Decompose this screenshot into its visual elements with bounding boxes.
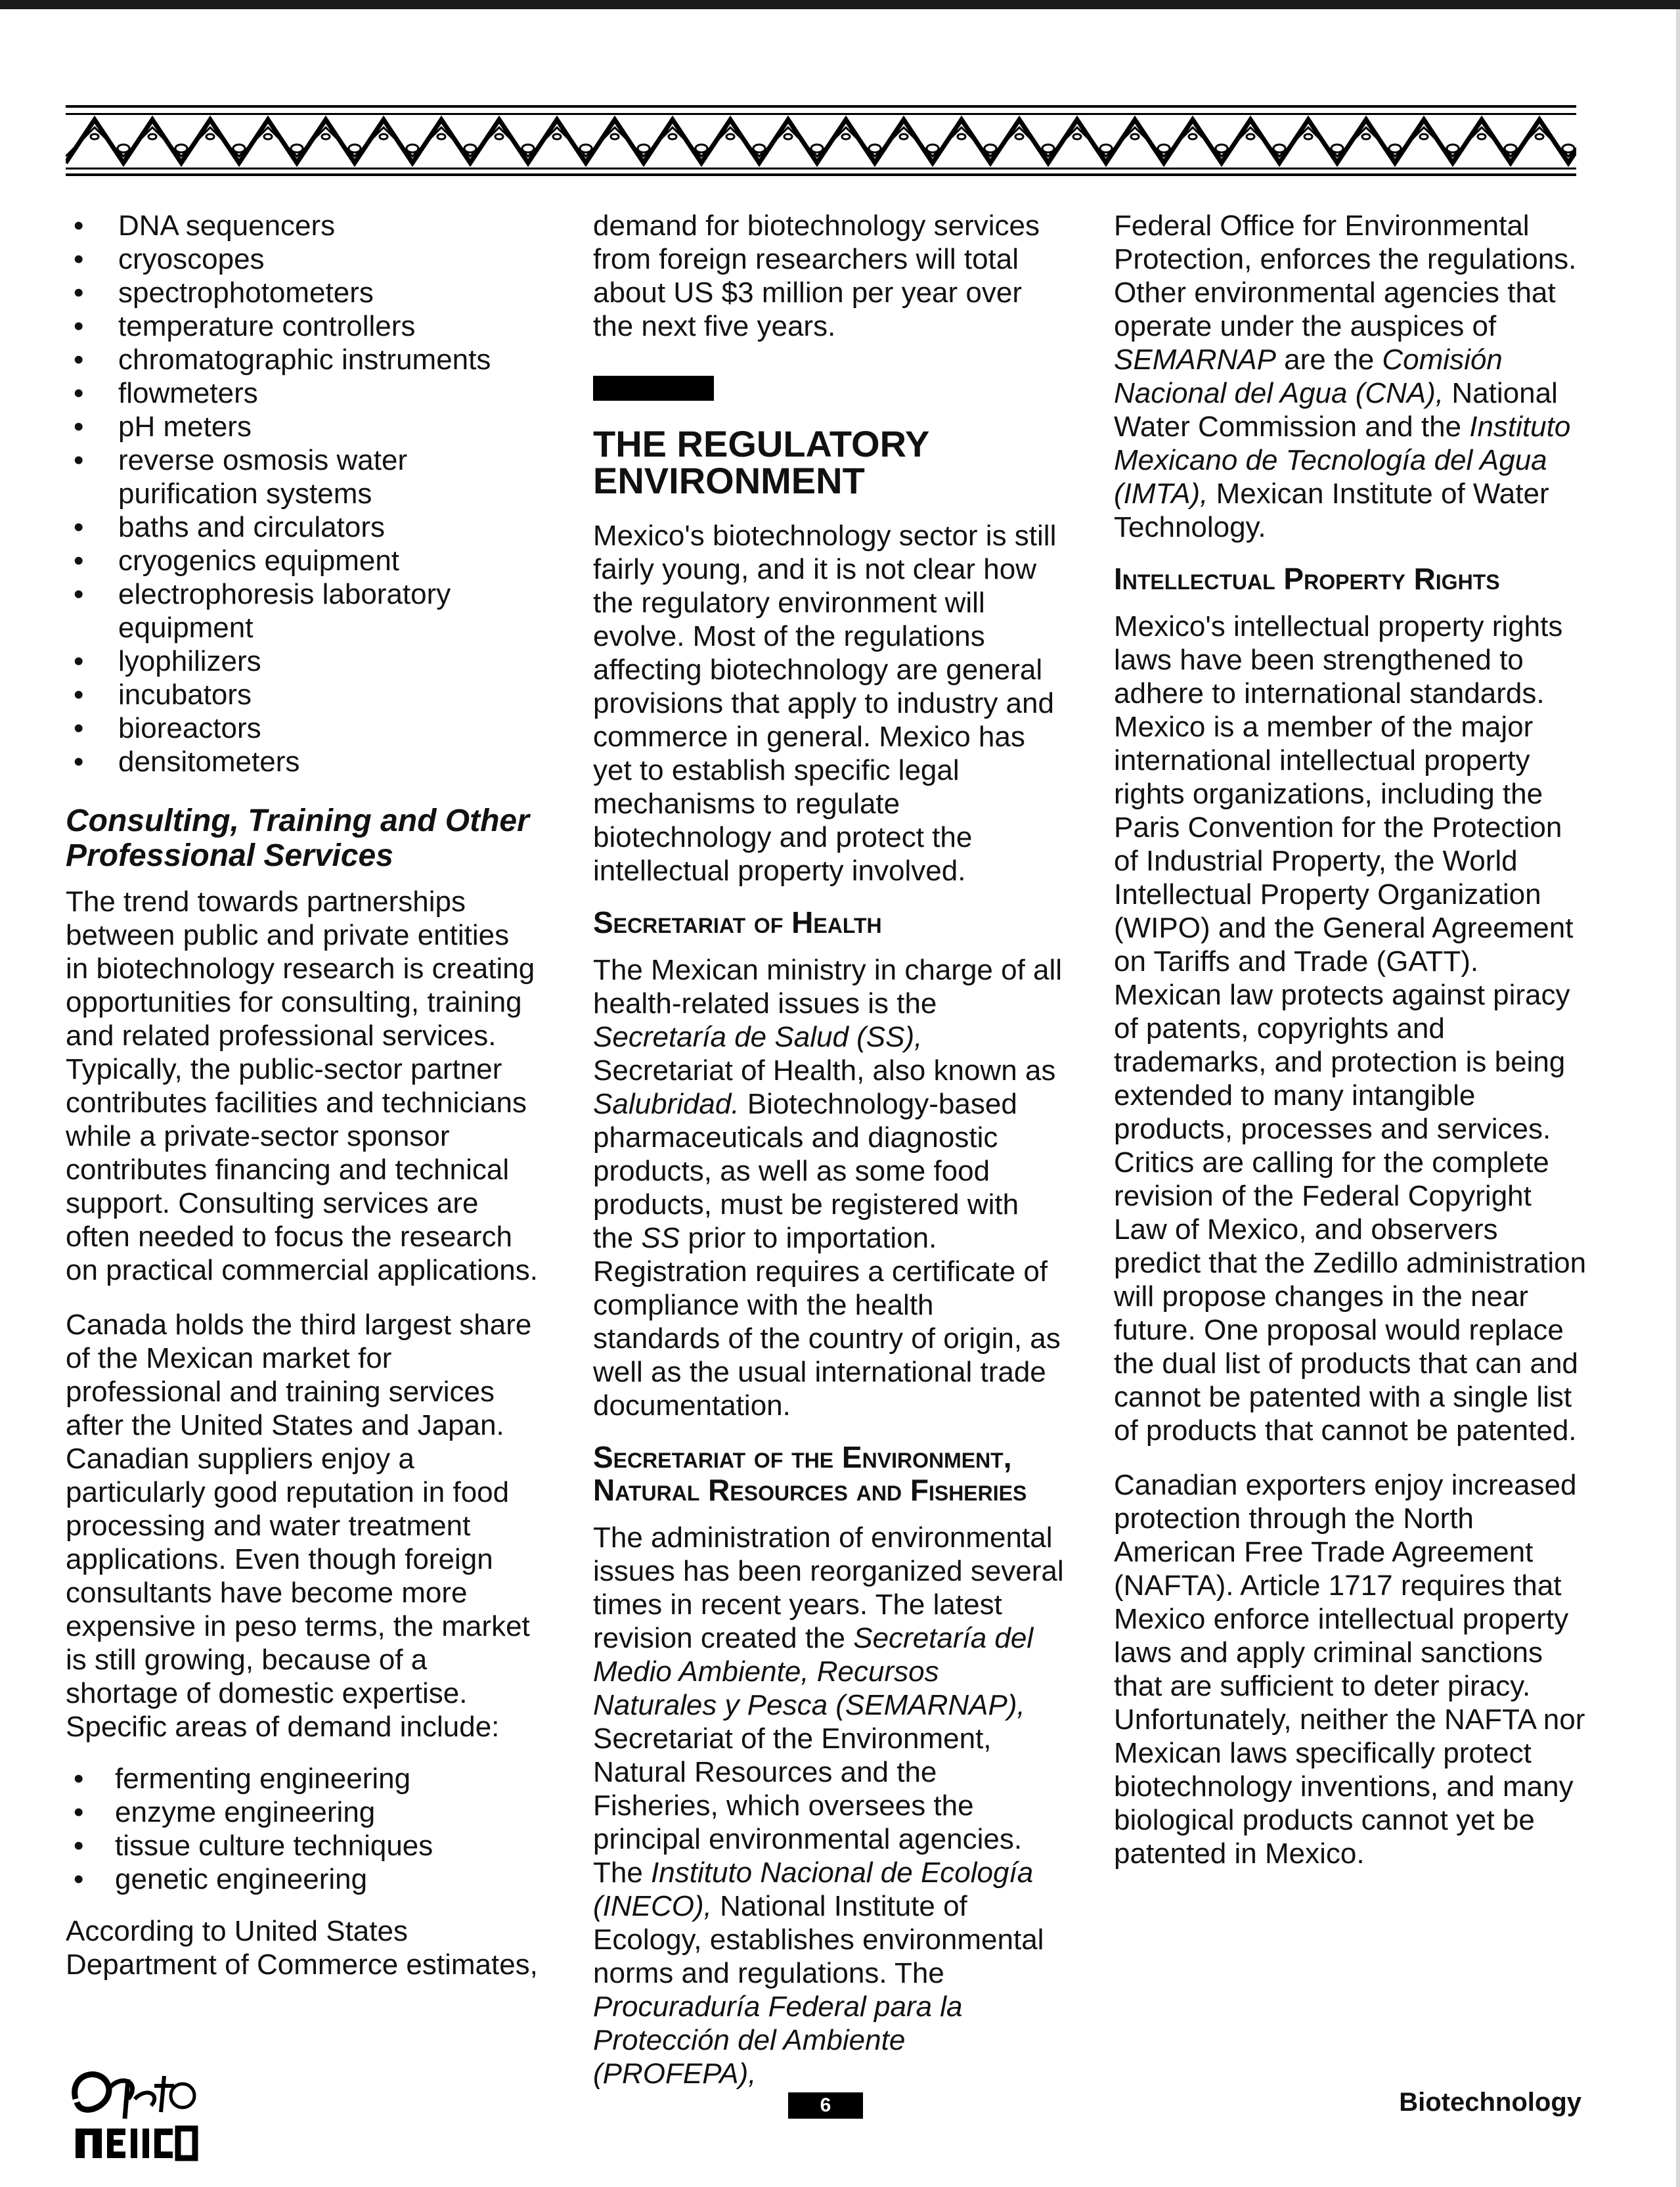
- consulting-heading: Consulting, Training and Other Professional Services: [66, 803, 529, 873]
- commerce-paragraph-start: According to United States Department of Commerce estimates,: [66, 1915, 538, 1981]
- regulatory-paragraph: Mexico's biotechnology sector is still fairly young, and it is not clear how the regulatory environment will evolve. Most of the regulations affecting biotechnology are general provisions that apply to industry and commerce in general. Mexico has yet to establish specific legal mechanisms to regulate biotechnology and protect the intellectual property involved.: [593, 520, 1057, 887]
- demand-area-item: • tissue culture techniques: [66, 1829, 539, 1862]
- equipment-item: • incubators: [66, 678, 539, 711]
- equipment-item: • lyophilizers: [66, 644, 539, 678]
- health-heading: Secretariat of Health: [593, 905, 882, 939]
- environment-heading: Secretariat of the Environment, Natural Resources and Fisheries: [593, 1440, 1027, 1507]
- equipment-item: • chromatographic instruments: [66, 343, 539, 376]
- decorative-banner: [66, 105, 1576, 177]
- equipment-item: • baths and circulators: [66, 510, 539, 544]
- column-middle: [593, 209, 1066, 2090]
- ip-paragraph-1: Mexico's intellectual property rights laws have been strengthened to adhere to international standards. Mexico is a member of the major international intellectual property rights organizations, including the Paris Convention for the Protection of Industrial Property, the World Intellectual Property Organization (WIPO) and the General Agreement on Tariffs and Trade (GATT). Mexican law protects against piracy of patents, copyrights and trademarks, and protection is being extended to many intangible products, processes and services. Critics are calling for the complete revision of the Federal Copyright Law of Mexico, and observers predict that the Zedillo administration will propose changes in the near future. One proposal would replace the dual list of products that can and cannot be patented with a single list of products that cannot be patented.: [1114, 610, 1587, 1447]
- consulting-paragraph-2: Canada holds the third largest share of the Mexican market for professional and training services after the United States and Japan. Canadian suppliers enjoy a particularly good reputation in food processing and water treatment applications. Even though foreign consultants have become more expensive in peso terms, the market is still growing, because of a shortage of domestic expertise. Specific areas of demand include:: [66, 1309, 532, 1743]
- equipment-list: [66, 209, 539, 778]
- environment-paragraph-continued: Federal Office for Environmental Protection, enforces the regulations. Other environmental agencies that operate under the auspices of SEMARNAP are the Comisión Nacional del Agua (CNA), National Water Commission and the Instituto Mexicano de Tecnología del Agua (IMTA), Mexican Institute of Water Technology.: [1114, 210, 1577, 543]
- commerce-paragraph-end: demand for biotechnology services from foreign researchers will total about US $3 million per year over the next five years.: [593, 210, 1040, 342]
- section-title: Biotechnology: [1399, 2088, 1581, 2117]
- health-paragraph: The Mexican ministry in charge of all health-related issues is the Secretaría de Salud (SS), Secretariat of Health, also known as Salubridad. Biotechnology-based pharmaceuticals and diagnostic products, as well as some food products, must be registered with the SS prior to importation. Registration requires a certificate of compliance with the health standards of the country of origin, as well as the usual international trade documentation.: [593, 954, 1063, 1422]
- environment-paragraph: The administration of environmental issues has been reorganized several times in recent years. The latest revision created the Secretaría del Medio Ambiente, Recursos Naturales y Pesca (SEMARNAP), Secretariat of the Environment, Natural Resources and the Fisheries, which oversees the principal environmental agencies. The Instituto Nacional de Ecología (INECO), National Institute of Ecology, establishes environmental norms and regulations. The Procuraduría Federal para la Protección del Ambiente (PROFEPA),: [593, 1522, 1064, 2090]
- page-number: 6: [788, 2092, 863, 2119]
- export-mexico-logo: [62, 2060, 200, 2171]
- equipment-item: • bioreactors: [66, 711, 539, 745]
- equipment-item: • electrophoresis laboratory equipment: [66, 577, 539, 644]
- right-scan-edge: [1676, 9, 1680, 2187]
- equipment-item: • temperature controllers: [66, 309, 539, 343]
- ip-paragraph-2: Canadian exporters enjoy increased protection through the North American Free Trade Agreement (NAFTA). Article 1717 requires that Mexico enforce intellectual property laws and apply criminal sanctions that are sufficient to deter piracy. Unfortunately, neither the NAFTA nor Mexican laws specifically protect biotechnology inventions, and many biological products cannot yet be patented in Mexico.: [1114, 1469, 1585, 1870]
- equipment-item: • DNA sequencers: [66, 209, 539, 242]
- regulatory-heading: THE REGULATORY ENVIRONMENT: [593, 423, 929, 501]
- top-border: [0, 0, 1680, 9]
- demand-list: [66, 1762, 539, 1896]
- ip-heading: Intellectual Property Rights: [1114, 562, 1500, 596]
- equipment-item: • reverse osmosis water purification systems: [66, 443, 539, 510]
- column-right: [1114, 209, 1587, 1870]
- equipment-item: • spectrophotometers: [66, 276, 539, 309]
- demand-area-item: • genetic engineering: [66, 1862, 539, 1896]
- equipment-item: • densitometers: [66, 745, 539, 778]
- demand-area-item: • fermenting engineering: [66, 1762, 539, 1795]
- equipment-item: • pH meters: [66, 410, 539, 443]
- demand-area-item: • enzyme engineering: [66, 1795, 539, 1829]
- column-left: [66, 209, 539, 1981]
- heading-marker-bar: [593, 376, 714, 401]
- equipment-item: • cryoscopes: [66, 242, 539, 276]
- equipment-item: • flowmeters: [66, 376, 539, 410]
- consulting-paragraph-1: The trend towards partnerships between public and private entities in biotechnology research is creating opportunities for consulting, training and related professional services. Typically, the public-sector partner contributes facilities and technicians while a private-sector sponsor contributes financing and technical support. Consulting services are often needed to focus the research on practical commercial applications.: [66, 886, 538, 1286]
- equipment-item: • cryogenics equipment: [66, 544, 539, 577]
